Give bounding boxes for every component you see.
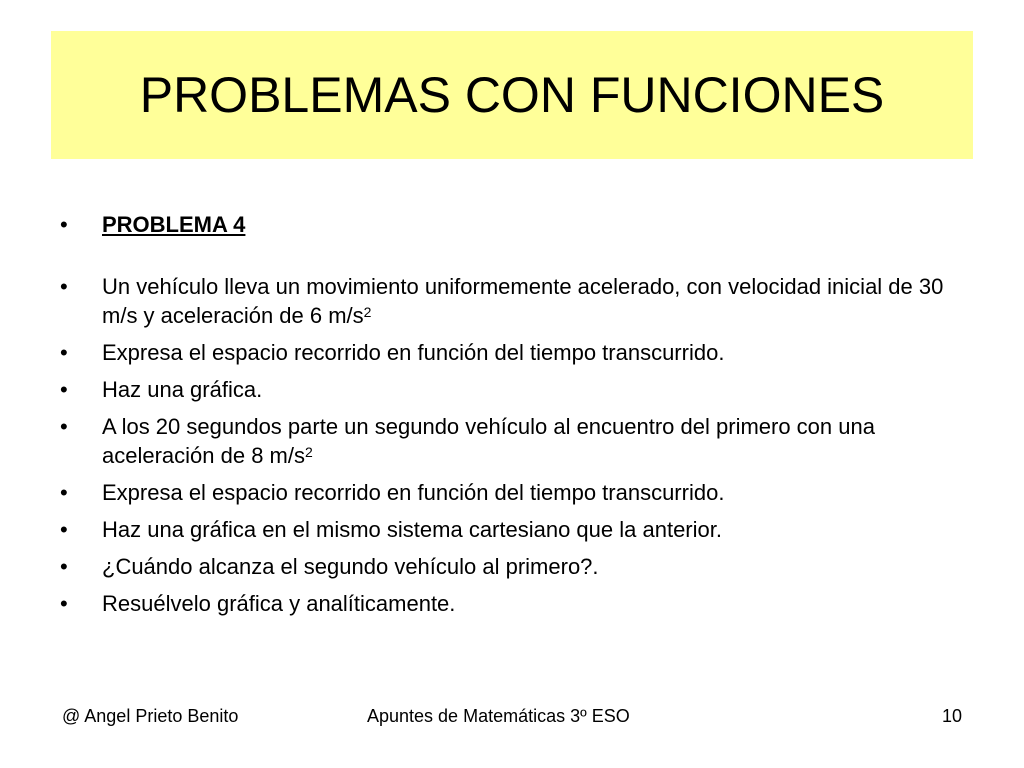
bullet-dot: • <box>60 480 68 505</box>
superscript: 2 <box>363 304 372 320</box>
bullet-item <box>60 552 960 581</box>
bullet-text: Expresa el espacio recorrido en función del tiempo transcurrido. <box>102 340 725 365</box>
bullet-item <box>60 272 960 330</box>
bullet-text: ¿Cuándo alcanza el segundo vehículo al primero?. <box>102 554 599 579</box>
bullet-dot: • <box>60 414 68 439</box>
bullet-item <box>60 478 960 507</box>
slide-title: PROBLEMAS CON FUNCIONES <box>139 67 885 123</box>
bullet-dot: • <box>60 554 68 579</box>
bullet-item <box>60 589 960 618</box>
bullet-dot: • <box>60 212 68 237</box>
bullet-item <box>60 375 960 404</box>
footer-course: Apuntes de Matemáticas 3º ESO <box>367 706 630 726</box>
bullet-dot: • <box>60 517 68 542</box>
bullet-dot: • <box>60 274 68 299</box>
superscript: 2 <box>305 444 313 460</box>
bullet-item <box>60 515 960 544</box>
bullet-text: Un vehículo lleva un movimiento uniformemente acelerado, con velocidad inicial de 30 m/s y aceleración de 6 m/s <box>102 274 944 328</box>
bullet-heading <box>60 210 960 239</box>
bullet-list <box>60 210 960 626</box>
title-banner <box>51 31 973 159</box>
bullet-text: A los 20 segundos parte un segundo vehículo al encuentro del primero con una aceleración de 8 m/s <box>102 414 875 468</box>
bullet-text: Expresa el espacio recorrido en función del tiempo transcurrido. <box>102 480 725 505</box>
footer-author: @ Angel Prieto Benito <box>62 706 239 726</box>
problem-heading: PROBLEMA 4 <box>102 212 246 237</box>
bullet-text: Haz una gráfica en el mismo sistema cartesiano que la anterior. <box>102 517 722 542</box>
slide-footer <box>0 706 1024 730</box>
bullet-text: Haz una gráfica. <box>102 377 263 402</box>
bullet-item <box>60 338 960 367</box>
bullet-dot: • <box>60 377 68 402</box>
bullet-dot: • <box>60 340 68 365</box>
bullet-item <box>60 412 960 470</box>
bullet-text: Resuélvelo gráfica y analíticamente. <box>102 591 456 616</box>
footer-page-number: 10 <box>941 706 962 726</box>
bullet-dot: • <box>60 591 68 616</box>
